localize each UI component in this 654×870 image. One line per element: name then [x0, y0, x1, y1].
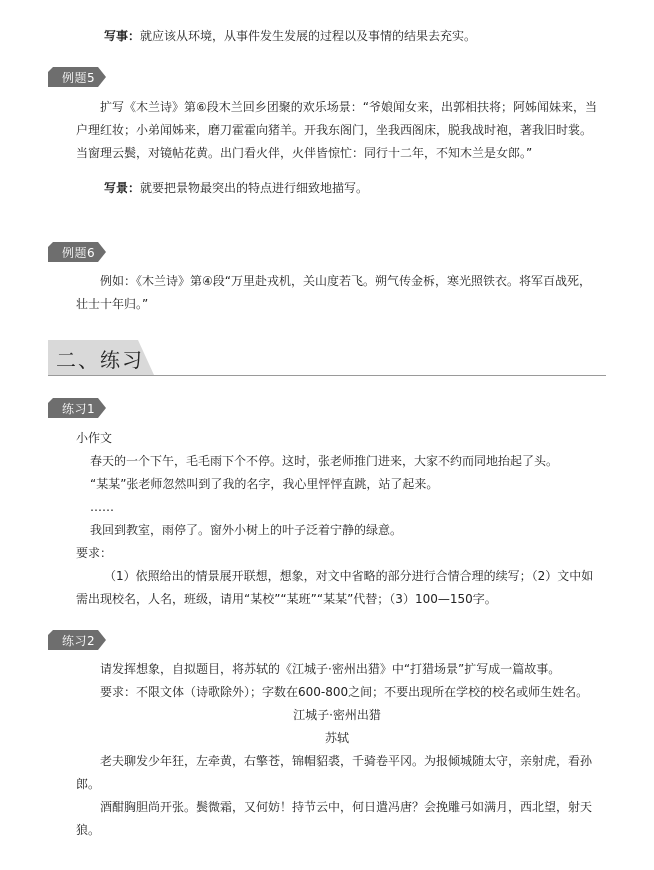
practice1-badge-label: 练习1 — [62, 401, 96, 416]
intro-label: 写事： — [104, 29, 141, 43]
poem-author: 苏轼 — [324, 731, 349, 745]
practice2-requirement: 要求：不限文体（诗歌除外）；字数在600-800之间；不要出现所在学校的校名或师生姓名。 — [100, 685, 589, 699]
practice2-badge — [48, 630, 106, 650]
example6-content — [76, 270, 598, 316]
practice1-content — [76, 427, 598, 611]
practice1-req-label: 要求： — [76, 546, 113, 560]
practice2-badge-label: 练习2 — [62, 633, 96, 648]
example5-badge-label: 例题5 — [62, 70, 96, 85]
practice1-line: 春天的一个下午，毛毛雨下个不停。这时，张老师推门进来，大家不约而同地抬起了头。 — [90, 454, 559, 468]
example6-paragraph: 例如：《木兰诗》第④段“万里赴戎机，关山度若飞。朔气传金柝，寒光照铁衣。将军百战死，壮士十年归。” — [76, 274, 591, 311]
practice1-heading: 小作文 — [76, 431, 113, 445]
example6-badge-label: 例题6 — [62, 245, 96, 260]
section-title: 二、练习 — [56, 348, 144, 372]
example5-label: 写景： — [104, 181, 141, 195]
poem-line: 酒酣胸胆尚开张。鬓微霜，又何妨！持节云中，何日遣冯唐？会挽雕弓如满月，西北望，射天狼。 — [76, 800, 593, 837]
example5-badge — [48, 67, 106, 87]
practice1-line: …… — [90, 500, 114, 514]
practice2-prompt: 请发挥想象，自拟题目，将苏轼的《江城子·密州出猎》中“打猎场景”扩写成一篇故事。 — [100, 662, 561, 676]
example5-content — [76, 96, 598, 200]
example5-text: 就要把景物最突出的特点进行细致地描写。 — [140, 181, 369, 195]
practice1-line: “某某”张老师忽然叫到了我的名字，我心里怦怦直跳，站了起来。 — [90, 477, 439, 491]
practice1-req-text: （1）依照给出的情景展开联想，想象，对文中省略的部分进行合情合理的续写；（2）文中如需出现校名，人名，班级，请用“某校”“某班”“某某”代替；（3）100—150字。 — [76, 569, 594, 606]
practice1-line: 我回到教室，雨停了。窗外小树上的叶子泛着宁静的绿意。 — [90, 523, 403, 537]
intro-text: 就应该从环境，从事件发生发展的过程以及事情的结果去充实。 — [140, 29, 477, 43]
practice2-content — [76, 658, 598, 842]
practice1-badge — [48, 398, 106, 418]
intro-paragraph — [76, 25, 598, 48]
example6-badge — [48, 242, 106, 262]
poem-line: 老夫聊发少年狂，左牵黄，右擎苍，锦帽貂裘，千骑卷平冈。为报倾城随太守，亲射虎，看孙郎。 — [76, 754, 593, 791]
poem-title: 江城子·密州出猎 — [293, 708, 381, 722]
section-header — [48, 340, 606, 376]
example5-paragraph: 扩写《木兰诗》第⑥段木兰回乡团聚的欢乐场景：“爷娘闻女来，出郭相扶将；阿姊闻妹来，当户理红妆；小弟闻姊来，磨刀霍霍向猪羊。开我东阁门，坐我西阁床，脱我战时袍，著我旧时裳。当窗理云鬓，对镜帖花黄。出门看火伴，火伴皆惊忙：同行十二年，不知木兰是女郎。” — [76, 100, 597, 160]
